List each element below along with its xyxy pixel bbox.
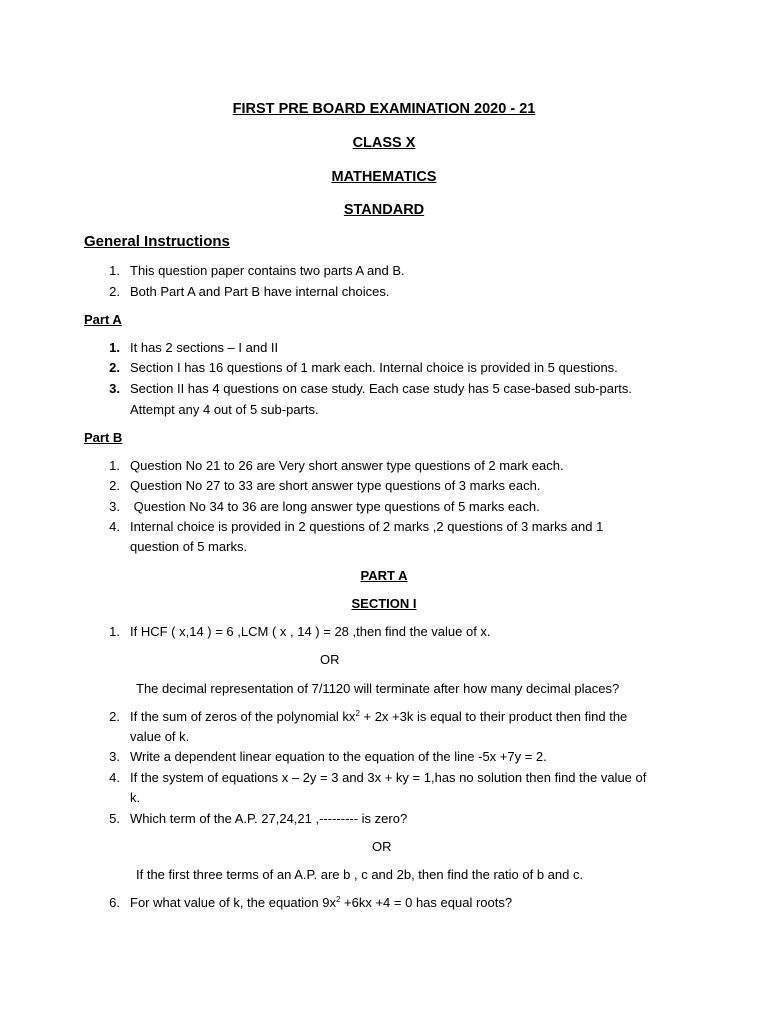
question-1-alternative: The decimal representation of 7/1120 will terminate after how many decimal places? [136,681,620,696]
question-2-text: If the sum of zeros of the polynomial kx [130,709,356,724]
list-item: This question paper contains two parts A and B. [130,263,405,278]
list-item: It has 2 sections – I and II [130,340,279,355]
list-item: Section II has 4 questions on case study. Each case study has 5 case-based sub-parts. [130,381,632,396]
part-b-heading: Part B [84,430,123,445]
exponent: 2 [355,709,360,718]
list-number: 1. [109,263,120,278]
or-separator: OR [372,839,392,854]
list-number: 3. [109,381,120,396]
list-item: Internal choice is provided in 2 questions of 2 marks ,2 questions of 3 marks and 1 [130,519,604,534]
list-item: Both Part A and Part B have internal choices. [130,284,390,299]
question-1: If HCF ( x,14 ) = 6 ,LCM ( x , 14 ) = 28 ,then find the value of x. [130,624,491,639]
or-separator: OR [320,652,340,667]
subject-title: MATHEMATICS [331,169,437,185]
list-item-continuation: Attempt any 4 out of 5 sub-parts. [130,402,319,417]
list-number: 2. [109,360,120,375]
part-a-section-heading: PART A [360,568,408,583]
class-title: CLASS X [352,135,416,151]
list-item: Question No 21 to 26 are Very short answer type questions of 2 mark each. [130,458,564,473]
question-number: 6. [109,895,120,910]
question-4-continuation: k. [130,790,141,805]
question-number: 4. [109,770,120,785]
question-2-text: + 2x +3k is equal to their product then find the [359,709,628,724]
list-number: 1. [109,458,120,473]
general-instructions-heading: General Instructions [84,233,230,250]
question-2 [130,709,627,724]
question-number: 3. [109,749,120,764]
list-number: 4. [109,519,120,534]
question-6-text: +6kx +4 = 0 has equal roots? [340,895,513,910]
question-number: 2. [109,709,120,724]
question-number: 1. [109,624,120,639]
question-2-continuation: value of k. [130,729,190,744]
exam-title: FIRST PRE BOARD EXAMINATION 2020 - 21 [232,101,536,117]
exponent: 2 [335,895,341,904]
question-4: If the system of equations x – 2y = 3 and 3x + ky = 1,has no solution then find the value of [130,770,647,785]
question-5: Which term of the A.P. 27,24,21 ,--------- is zero? [130,811,408,826]
list-item: Question No 34 to 36 are long answer type questions of 5 marks each. [130,499,540,514]
question-3: Write a dependent linear equation to the equation of the line -5x +7y = 2. [130,749,547,764]
list-item: Question No 27 to 33 are short answer type questions of 3 marks each. [130,478,541,493]
section-i-heading: SECTION I [351,596,417,611]
question-5-alternative: If the first three terms of an A.P. are b , c and 2b, then find the ratio of b and c. [136,867,584,882]
list-number: 2. [109,284,120,299]
list-number: 3. [109,499,120,514]
list-item-continuation: question of 5 marks. [130,539,248,554]
question-number: 5. [109,811,120,826]
question-6 [130,895,512,910]
list-number: 2. [109,478,120,493]
part-a-heading: Part A [84,312,122,327]
level-title: STANDARD [343,202,425,218]
list-item: Section I has 16 questions of 1 mark each. Internal choice is provided in 5 questions. [130,360,618,375]
question-6-text: For what value of k, the equation 9x [130,895,336,910]
list-number: 1. [109,340,120,355]
